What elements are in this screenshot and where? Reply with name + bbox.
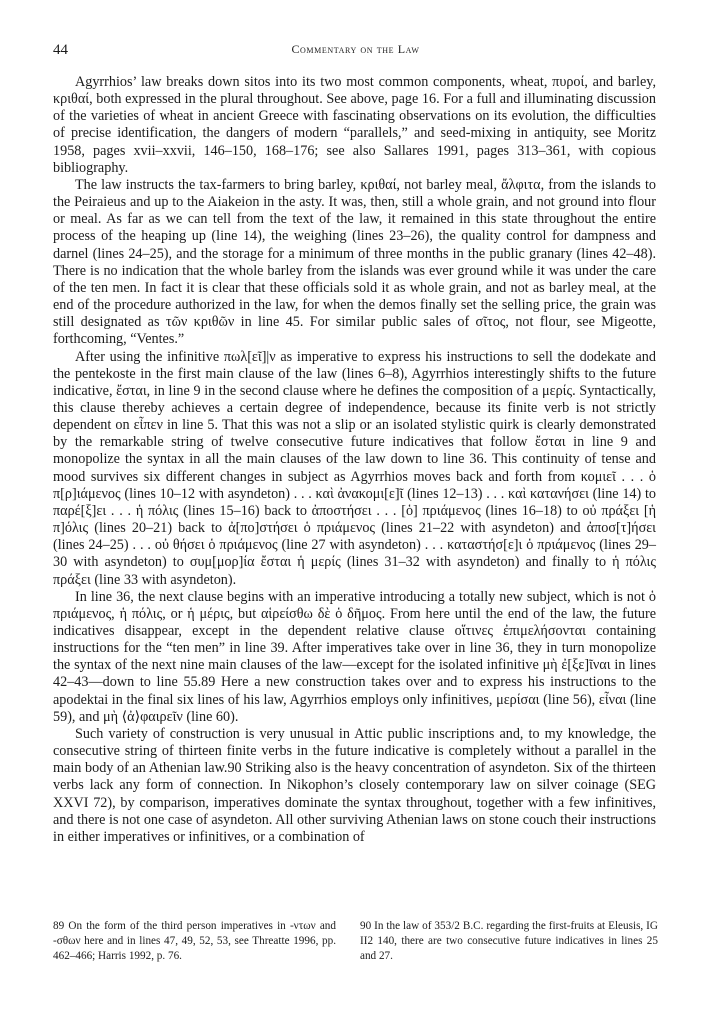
body-text [53, 74, 656, 846]
page-header [53, 42, 658, 62]
footnote-89: 89 On the form of the third person imperatives in -ντων and -σθων here and in lines 47, 49, 52, 53, see Threatte 1996, pp. 462–466; Harris 1992, p. 76. [53, 920, 336, 962]
paragraph-1: Agyrrhios’ law breaks down sitos into its two most common components, wheat, πυροί, and barley, κριθαί, both expressed in the plural throughout. See above, page 16. For a full and illuminating discussion of the varieties of wheat in ancient Greece with fascinating observations on its evolution, the difficulties of precise identification, the dangers of modern “parallels,” and seed-mixing in antiquity, see Moritz 1958, pages xvii–xxvii, 146–150, 168–176; see also Sallares 1991, pages 313–361, with copious bibliography. [53, 74, 656, 176]
page-number: 44 [53, 42, 68, 58]
paragraph-5: Such variety of construction is very unusual in Attic public inscriptions and, to my knowledge, the consecutive string of thirteen finite verbs in the future indicative is completely without a parallel in the main body of an Athenian law.90 Striking also is the heavy concentration of asyndeton. Six of the thirteen verbs lack any form of connection. In Nikophon’s closely contemporary law on silver coinage (SEG XXVI 72), by comparison, imperatives dominate the syntax throughout, together with a few infinitives, and there is not one case of asyndeton. All other surviving Athenian laws on stone couch their instructions in either imperatives or infinitives, or a combination of [53, 725, 656, 845]
running-title: Commentary on the Law [291, 42, 420, 56]
paragraph-2: The law instructs the tax-farmers to bring barley, κριθαί, not barley meal, ἄλφιτα, from the islands to the Peiraieus and up to the Aiakeion in the asty. It was, then, still a whole grain, and not ground into flour or meal. As far as we can tell from the text of the law, it remained in this state throughout the entire process of the heaping up (line 14), the weighing (lines 23–26), the quality control for dampness and darnel (lines 24–25), and the storage for a minimum of three months in the public granary (lines 42–48). There is no indication that the whole barley from the islands was ever ground while it was under the care of the ten men. In fact it is clear that these officials sold it as whole grain, and not as barley meal, at the end of the procedure authorized in the law, for when the demos finally set the selling price, the grain was still designated as τῶν κριθῶν in line 45. For similar public sales of σῖτος, not flour, see Migeotte, forthcoming, “Ventes.” [53, 176, 656, 348]
footnote-90: 90 In the law of 353/2 B.C. regarding the first-fruits at Eleusis, IG II2 140, there are two consecutive future indicatives in lines 25 and 27. [360, 920, 658, 962]
paragraph-4: In line 36, the next clause begins with an imperative introducing a totally new subject, which is not ὁ πριάμενος, ἡ πόλις, or ἡ μέρις, but αἱρείσθω δὲ ὁ δῆμος. From here until the end of the law, the future indicatives disappear, except in the dependent relative clause οἵτινες ἐπιμελήσονται containing instructions for the “ten men” in line 39. After imperatives take over in line 36, they in turn monopolize the syntax of the next nine main clauses of the law—except for the isolated infinitive μὴ ἐ[ξε]ῖναι in lines 42–43—down to line 55.89 Here a new construction takes over and to express his instructions to the apodektai in the final six lines of his law, Agyrrhios employs only infinitives, μερίσαι (line 56), εἶναι (line 59), and μὴ ⟨ἀ⟩φαιρεῖν (line 60). [53, 588, 656, 725]
paragraph-3: After using the infinitive πωλ[εῖ]|ν as imperative to express his instructions to sell the dodekate and the pentekoste in the first main clause of the law (lines 6–8), Agyrrhios interestingly shifts to the future indicative, ἔσται, in line 9 in the second clause where he defines the composition of a μερίς. Syntactically, this clause thereby achieves a certain degree of independence, because its finite verb is not strictly dependent on εἶπεν in line 5. That this was not a slip or an isolated stylistic quirk is clearly demonstrated by the remarkable string of twelve consecutive future indicatives that follow ἔσται in line 9 and monopolize the syntax in all the main clauses of the law down to line 36. This continuity of tense and mood survives six different changes in subject as Agyrrhios moves back and forth from κομιεῖ . . . ὁ π[ρ]ιάμενος (lines 10–12 with asyndeton) . . . καὶ ἀνακομι[ε]ῖ (lines 12–13) . . . καὶ κατανήσει (line 14) to παρέ[ξ]ει . . . ἡ πόλις (lines 15–16) back to ἀποστήσει . . . [ὁ] πριάμενος (lines 16–18) to οὐ πράξει [ἡ π]όλις (lines 20–21) back to ἀ[πο]στήσει ὁ πριάμενος (lines 21–22 with asyndeton) and ἀποσ[τ]ήσει (lines 24–25) . . . οὐ θήσει ὁ πριάμενος (line 27 with asyndeton) . . . καταστήσ[ε]ι ὁ πριάμενος (lines 29–30 with asyndeton) to συμ[μορ]ία ἔσται ἡ μερίς (lines 31–32 with asyndeton) and finally to ἡ πόλις πράξει (line 33 with asyndeton). [53, 348, 656, 588]
